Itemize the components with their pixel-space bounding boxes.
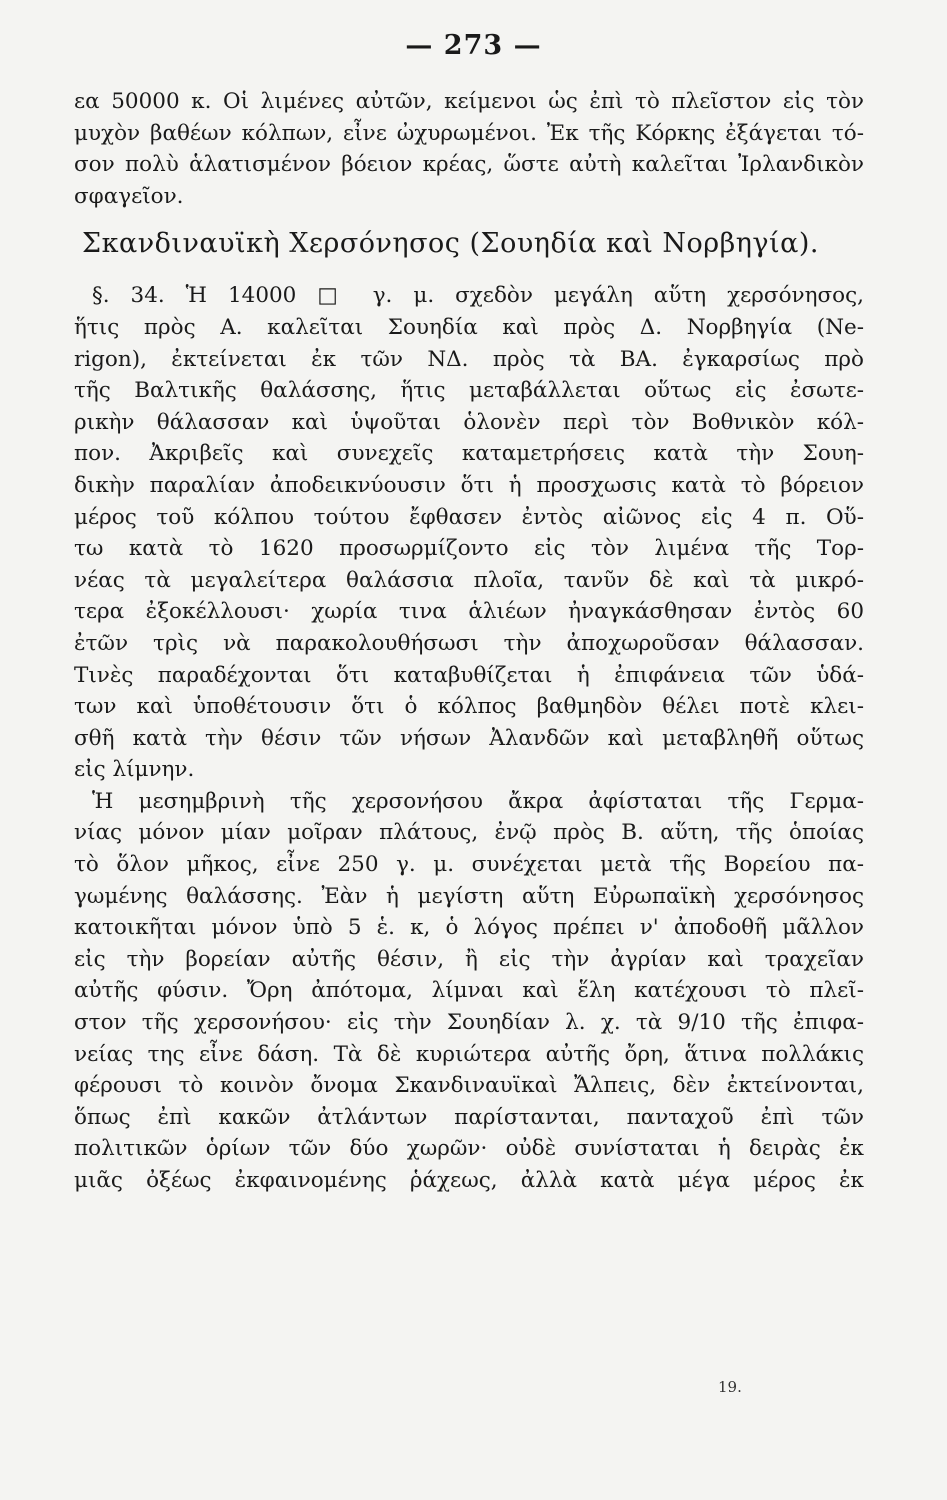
text-line: ρικὴν θάλασσαν καὶ ὑψοῦται ὁλονὲν περὶ τὸν Βοθνικὸν κόλ- — [74, 409, 864, 435]
text-line: των καὶ ὑποθέτουσιν ὅτι ὁ κόλπος βαθμηδὸν θέλει ποτὲ κλει- — [74, 694, 864, 720]
paragraph-intro — [74, 86, 864, 212]
text-line: σον πολὺ ἁλατισμένον βόειον κρέας, ὥστε αὐτὴ καλεῖται Ἰρλανδικὸν — [74, 152, 864, 178]
section-heading: Σκανδιναυϊκὴ Χερσόνησος (Σουηδία καὶ Νορβηγία). — [82, 228, 819, 260]
text-line: μυχὸν βαθέων κόλπων, εἶνε ὠχυρωμένοι. Ἐκ τῆς Κόρκης ἐξάγεται τό- — [74, 120, 864, 146]
paragraph-peninsula — [74, 786, 864, 1197]
text-line: τὸ ὅλον μῆκος, εἶνε 250 γ. μ. συνέχεται μετὰ τῆς Βορείου πα- — [74, 852, 864, 878]
text-line: αὐτῆς φύσιν. Ὄρη ἀπότομα, λίμναι καὶ ἕλη κατέχουσι τὸ πλεῖ- — [74, 978, 864, 1004]
text-line: μέρος τοῦ κόλπου τούτου ἔφθασεν ἐντὸς αἰῶνος εἰς 4 π. Οὕ- — [74, 504, 864, 530]
text-line: μιᾶς ὀξέως ἐκφαινομένης ῥάχεως, ἀλλὰ κατὰ μέγα μέρος ἐκ — [74, 1168, 864, 1193]
text-line: νίας μόνον μίαν μοῖραν πλάτους, ἐνῷ πρὸς Β. αὕτη, τῆς ὁποίας — [74, 820, 864, 846]
text-line: νείας της εἶνε δάση. Τὰ δὲ κυριώτερα αὐτῆς ὄρη, ἅτινα πολλάκις — [74, 1041, 864, 1067]
text-line: Ἡ μεσημβρινὴ τῆς χερσονήσου ἄκρα ἀφίσταται τῆς Γερμα- — [92, 788, 864, 814]
text-line: εἰς τὴν βορείαν αὐτῆς θέσιν, ἢ εἰς τὴν ἀγρίαν καὶ τραχεῖαν — [74, 946, 864, 972]
text-line: ὅπως ἐπὶ κακῶν ἀτλάντων παρίστανται, πανταχοῦ ἐπὶ τῶν — [74, 1104, 864, 1130]
text-line: τερα ἐξοκέλλουσι· χωρία τινα ἁλιέων ἠναγκάσθησαν ἐντὸς 60 — [74, 599, 864, 625]
text-line: πον. Ἀκριβεῖς καὶ συνεχεῖς καταμετρήσεις κατὰ τὴν Σουη- — [74, 441, 864, 467]
text-body — [74, 86, 864, 1197]
text-line: γωμένης θαλάσσης. Ἐὰν ἡ μεγίστη αὕτη Εὐρωπαϊκὴ χερσόνησος — [74, 883, 864, 909]
paragraph-section-34 — [74, 280, 864, 786]
text-line: σφαγεῖον. — [74, 183, 184, 209]
text-line: δικὴν παραλίαν ἀποδεικνύουσιν ὅτι ἡ προσχωσις κατὰ τὸ βόρειον — [74, 472, 864, 498]
text-line: φέρουσι τὸ κοινὸν ὄνομα Σκανδιναυϊκαὶ Ἄλπεις, δὲν ἐκτείνονται, — [74, 1073, 864, 1099]
text-line: κατοικῆται μόνον ὑπὸ 5 ἑ. κ, ὁ λόγος πρέπει ν' ἀποδοθῆ μᾶλλον — [74, 915, 864, 941]
text-line: νέας τὰ μεγαλείτερα θαλάσσια πλοῖα, τανῦν δὲ καὶ τὰ μικρό- — [74, 567, 864, 593]
text-line: εα 50000 κ. Οἱ λιμένες αὐτῶν, κείμενοι ὡς ἐπὶ τὸ πλεῖστον εἰς τὸν — [74, 89, 864, 114]
text-line: ἥτις πρὸς Α. καλεῖται Σουηδία καὶ πρὸς Δ. Νορβηγία (Ne- — [74, 314, 864, 340]
text-line: στον τῆς χερσονήσου· εἰς τὴν Σουηδίαν λ. χ. τὰ 9/10 τῆς ἐπιφα- — [74, 1010, 864, 1036]
page-number: — 273 — — [405, 30, 542, 61]
text-line: τῆς Βαλτικῆς θαλάσσης, ἥτις μεταβάλλεται οὕτως εἰς ἐσωτε- — [74, 378, 864, 404]
text-line: §. 34. Ἡ 14000 □ γ. μ. σχεδὸν μεγάλη αὕτη χερσόνησος, — [92, 283, 864, 309]
signature-mark: 19. — [718, 1378, 742, 1396]
text-line: rigon), ἐκτείνεται ἐκ τῶν ΝΔ. πρὸς τὰ ΒΑ. ἐγκαρσίως πρὸ — [74, 346, 864, 372]
text-line: τω κατὰ τὸ 1620 προσωρμίζοντο εἰς τὸν λιμένα τῆς Τορ- — [74, 536, 864, 562]
text-line: πολιτικῶν ὁρίων τῶν δύο χωρῶν· οὐδὲ συνίσταται ἡ δειρὰς ἐκ — [74, 1136, 864, 1162]
text-line: Τινὲς παραδέχονται ὅτι καταβυθίζεται ἡ ἐπιφάνεια τῶν ὑδά- — [74, 662, 864, 688]
text-line: εἰς λίμνην. — [74, 757, 195, 783]
text-line: σθῆ κατὰ τὴν θέσιν τῶν νήσων Ἀλανδῶν καὶ μεταβληθῆ οὕτως — [74, 725, 864, 751]
text-line: ἐτῶν τρὶς νὰ παρακολουθήσωσι τὴν ἀποχωροῦσαν θάλασσαν. — [74, 630, 864, 656]
